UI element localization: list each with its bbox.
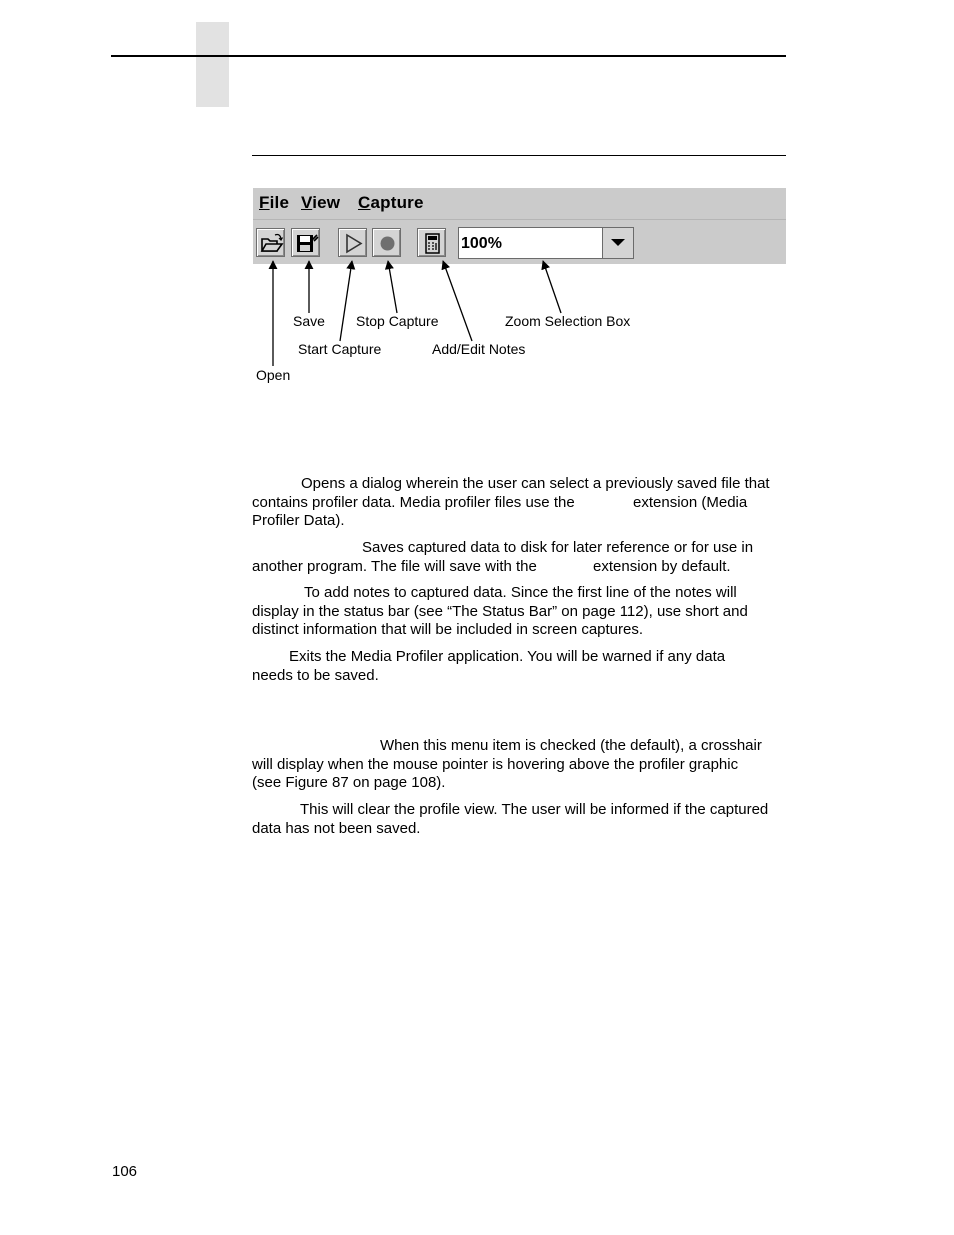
paragraph-crosshair: When this menu item is checked (the default), a crosshair will display when the mouse pointer is hovering above the profiler graphic (see Figure 87 on page 108). <box>252 737 762 791</box>
menu-file[interactable]: File <box>259 193 290 212</box>
callout-stop-capture: Stop Capture <box>356 313 439 329</box>
paragraph-exit: Exits the Media Profiler application. You will be warned if any data needs to be saved. <box>252 648 726 684</box>
arrow-zoom-selection-box <box>543 261 561 313</box>
callout-add-edit-notes: Add/Edit Notes <box>432 341 526 357</box>
zoom-value: 100% <box>461 235 502 252</box>
menu-capture[interactable]: Capture <box>358 193 424 212</box>
callout-start-capture: Start Capture <box>298 341 382 357</box>
arrow-add-edit-notes <box>443 261 472 341</box>
callout-save: Save <box>293 313 325 329</box>
arrow-start-capture <box>340 261 352 341</box>
callout-open: Open <box>256 367 291 383</box>
menu-view[interactable]: View <box>301 193 341 212</box>
paragraph-open: Opens a dialog wherein the user can select a previously saved file that contains profiler data. Media profiler files use the extension (Media Profiler Data). <box>252 475 770 529</box>
callout-arrows <box>0 0 954 400</box>
paragraph-notes: To add notes to captured data. Since the first line of the notes will display in the status bar (see “The Status Bar” on page 112), use short and distinct information that will be included in screen captures. <box>252 584 748 638</box>
callout-zoom-selection-box: Zoom Selection Box <box>505 313 631 329</box>
paragraph-save: Saves captured data to disk for later reference or for use in another program. The file will save with the extension by default. <box>252 539 754 575</box>
page-number: 106 <box>112 1163 138 1180</box>
arrow-stop-capture <box>388 261 397 313</box>
paragraph-clear: This will clear the profile view. The user will be informed if the captured data has not been saved. <box>252 801 769 837</box>
